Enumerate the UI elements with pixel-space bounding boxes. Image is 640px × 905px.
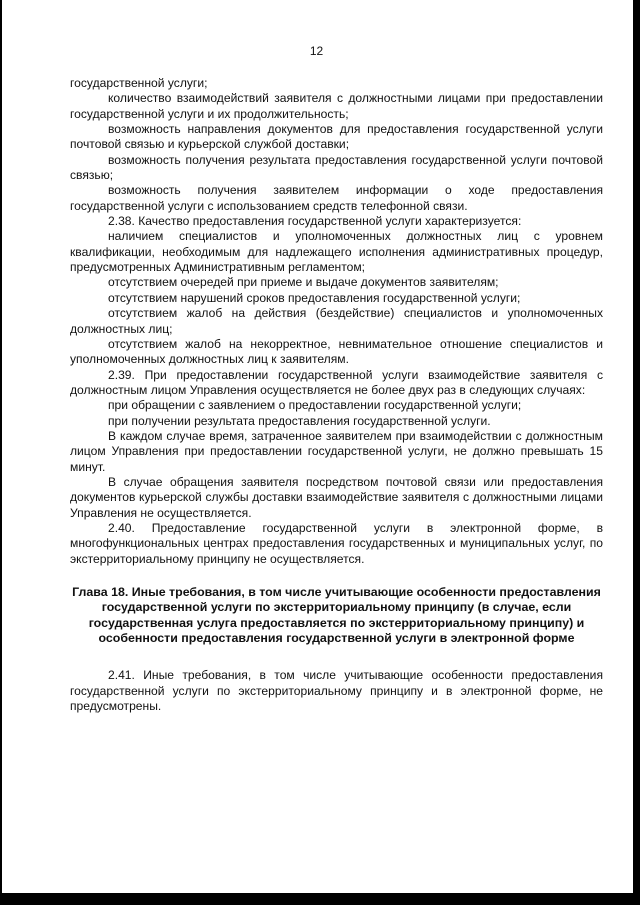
scan-border-bottom [0,893,640,905]
paragraph: при получении результата предоставления государственной услуги. [108,413,491,428]
paragraph: отсутствием нарушений сроков предоставления государственной услуги; [108,290,521,305]
scan-border-right [633,0,640,905]
paragraph: наличием специалистов и уполномоченных должностных лиц с уровнем квалификации, необходимым для надлежащего исполнения административных процедур, предусмотренных Административным регламентом; [70,229,603,275]
chapter-heading: Глава 18. Иные требования, в том числе учитывающие особенности предоставления государственной услуги по экстерриториальному принципу (в случае, если государственная услуга предоставляется по экстерриториальному принципу) и особенности предоставления государственной услуги в электронной форме [72,585,601,645]
scan-border-left [0,0,2,905]
paragraph: В каждом случае время, затраченное заявителем при взаимодействии с должностным лицом Управления при предоставлении государственной услуги, не должно превышать 15 минут. [70,428,603,474]
paragraph: 2.38. Качество предоставления государственной услуги характеризуется: [108,214,522,229]
paragraph: возможность получения заявителем информации о ходе предоставления государственной услуги с использованием средств телефонной связи. [70,183,603,213]
page-number: 12 [309,44,324,58]
paragraph: отсутствием жалоб на некорректное, невнимательное отношение специалистов и уполномоченных должностных лиц к заявителям. [70,336,603,367]
paragraph: возможность направления документов для предоставления государственной услуги почтовой связью и курьерской службой доставки; [70,122,603,152]
paragraphs-before-chapter [70,76,603,567]
paragraph: возможность получения результата предоставления государственной услуги почтовой связью; [70,152,603,183]
paragraph: количество взаимодействий заявителя с должностными лицами при предоставлении государственной услуги и их продолжительность; [70,91,603,121]
paragraph: государственной услуги; [70,76,208,90]
paragraph: при обращении с заявлением о предоставлении государственной услуги; [108,398,522,413]
paragraph: отсутствием жалоб на действия (бездействие) специалистов и уполномоченных должностных лиц; [70,306,603,336]
paragraph: В случае обращения заявителя посредством почтовой связи или предоставления документов курьерской службы доставки взаимодействие заявителя с должностными лицами Управления не осуществляется. [70,474,603,520]
document-body [70,76,603,714]
paragraph: 2.40. Предоставление государственной услуги в электронной форме, в многофункциональных центрах предоставления государственных и муниципальных услуг, по экстерриториальному принципу не осуществляется. [70,520,603,566]
paragraphs-after-chapter [70,668,603,714]
paragraph: 2.39. При предоставлении государственной услуги взаимодействие заявителя с должностным лицом Управления осуществляется не более двух раз в следующих случаях: [70,367,603,397]
paragraph: 2.41. Иные требования, в том числе учитывающие особенности предоставления государственной услуги по экстерриториальному принципу и в электронной форме, не предусмотрены. [70,668,603,713]
paragraph: отсутствием очередей при приеме и выдаче документов заявителям; [108,275,499,290]
